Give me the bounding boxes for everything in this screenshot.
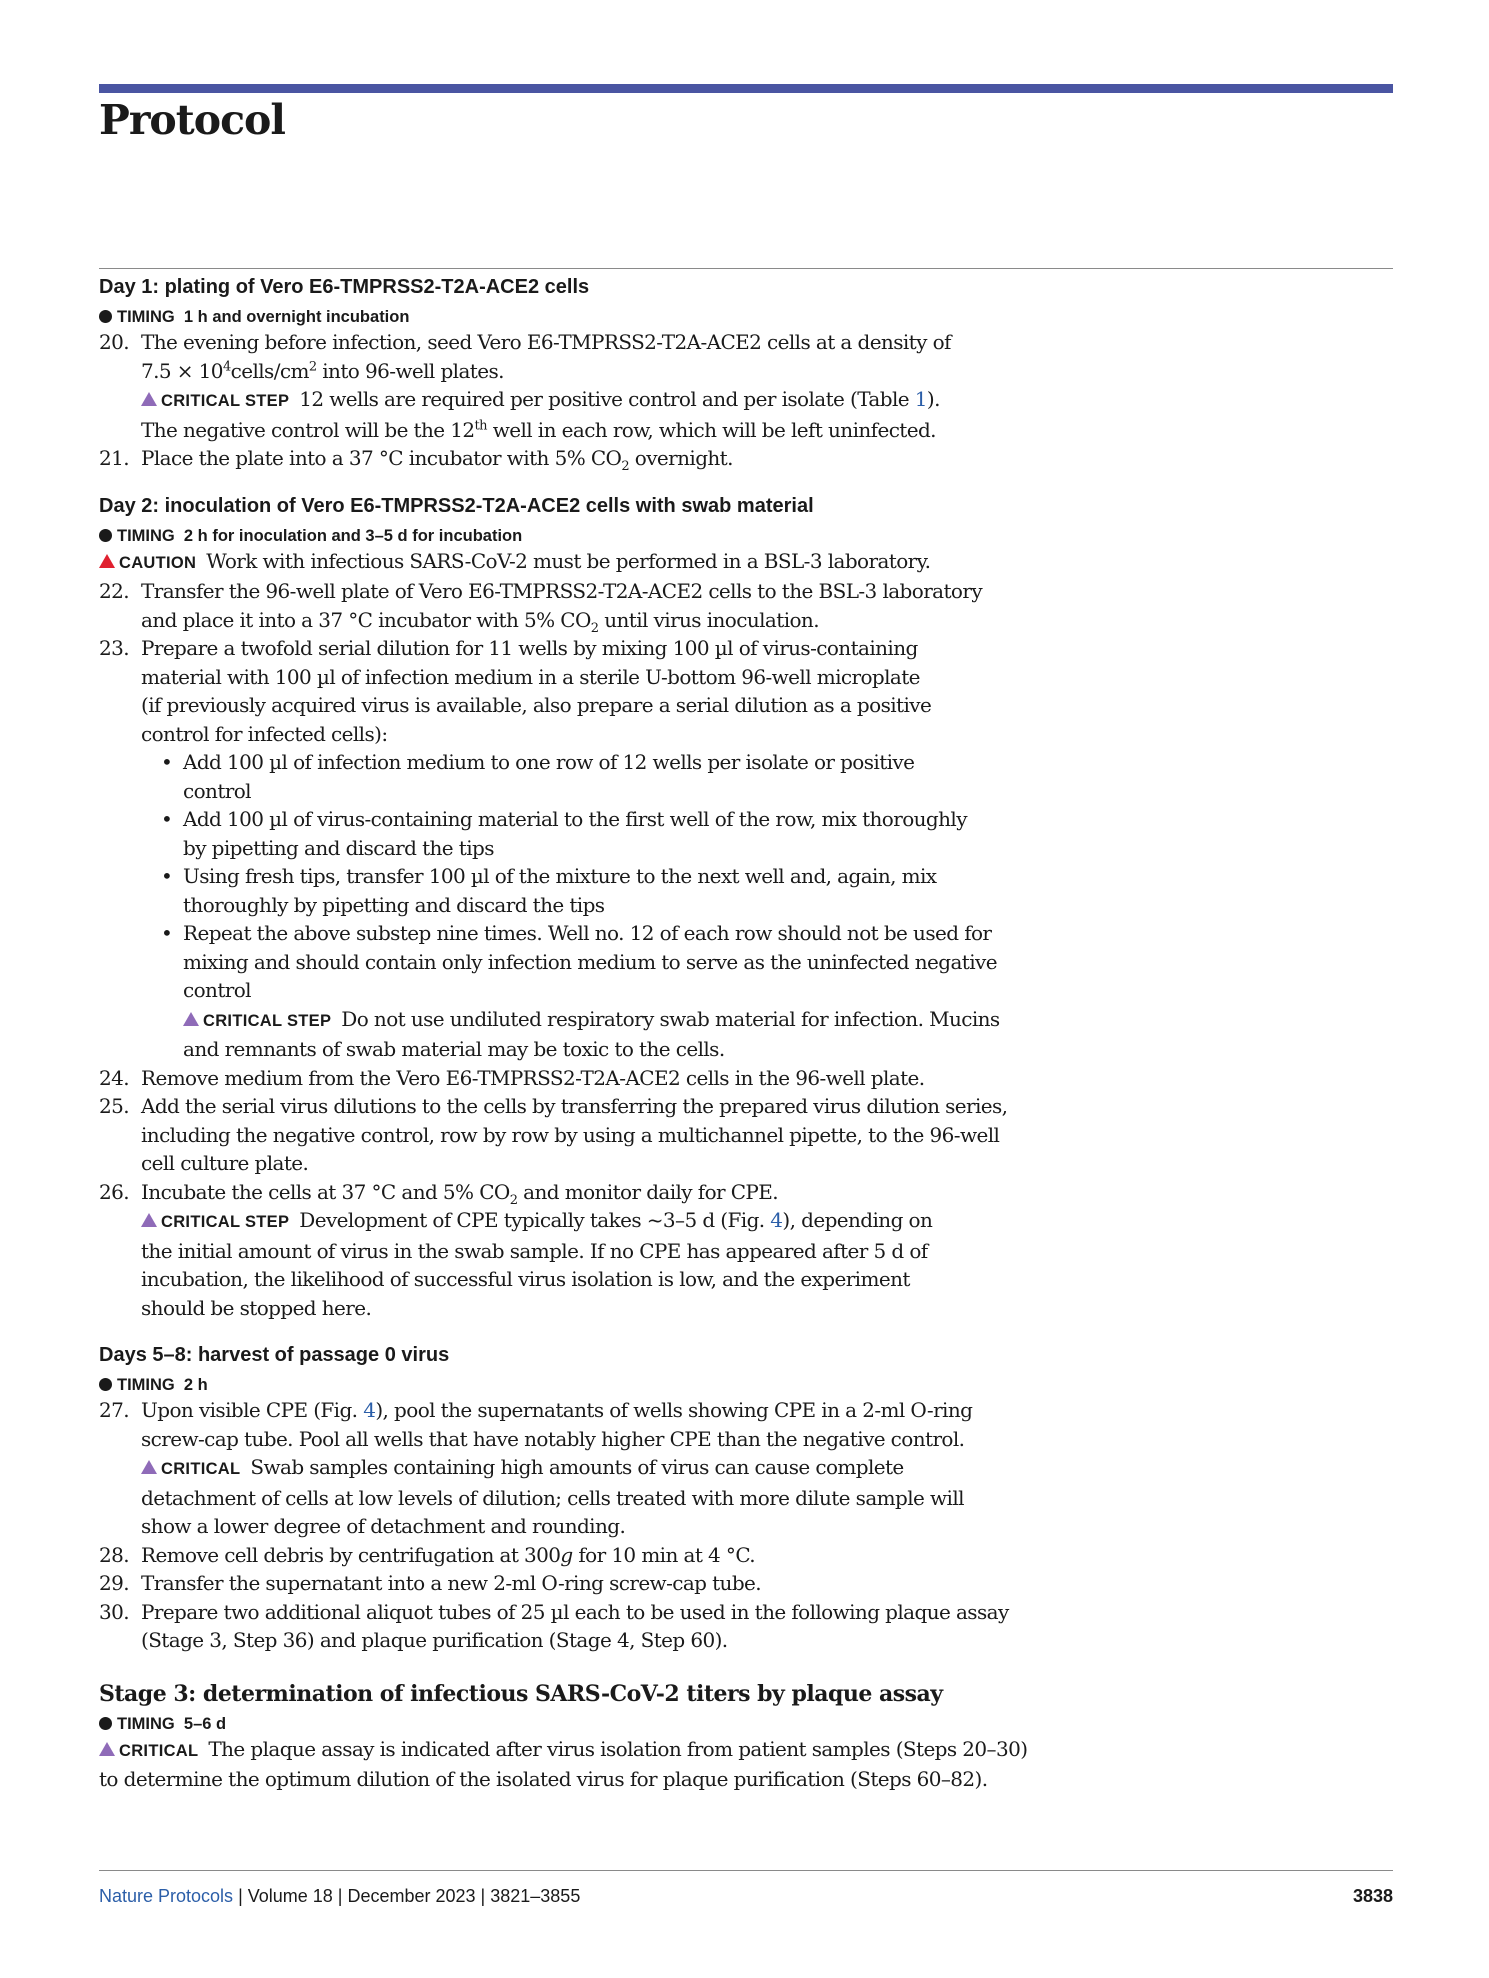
day2-heading: Day 2: inoculation of Vero E6-TMPRSS2-T2A-ACE2 cells with swab material xyxy=(99,494,814,517)
timing-bullet-icon xyxy=(99,310,112,323)
list-item: • Add 100 µl of infection medium to one row of 12 wells per isolate or positive control xyxy=(161,750,915,803)
step-21: 21. Place the plate into a 37 °C incubator with 5% $CO_2$ overnight. xyxy=(99,446,733,474)
day2-timing: TIMING 2 h for inoculation and 3–5 d for incubation xyxy=(99,525,1109,547)
step-28: 28. Remove cell debris by centrifugation at 300g for 10 min at 4 °C. xyxy=(99,1542,756,1567)
timing-bullet-icon xyxy=(99,529,112,542)
step-30: 30. Prepare two additional aliquot tubes of 25 µl each to be used in the following plaque assay (Stage 3, Step 36) and plaque purification (Stage 4, Step 60). xyxy=(99,1599,1009,1652)
critical-triangle-icon xyxy=(183,1012,199,1026)
journal-name[interactable]: Nature Protocols xyxy=(99,1886,234,1906)
critical-triangle-icon xyxy=(141,1460,157,1474)
critical-step-note: CRITICAL STEP Development of CPE typically takes ~3–5 d (Fig. 4), depending on xyxy=(141,1206,1109,1237)
stage3-timing: TIMING 5–6 d xyxy=(99,1713,1109,1735)
figure-4-link[interactable]: 4 xyxy=(363,1398,376,1422)
step-29: 29. Transfer the supernatant into a new 2-ml O-ring screw-cap tube. xyxy=(99,1571,762,1595)
timing-bullet-icon xyxy=(99,1717,112,1730)
step-20: 20. The evening before infection, seed Vero E6-TMPRSS2-T2A-ACE2 cells at a density of $7.5 \times 10^4cells/cm^2$ into 96-well plates. CRITICAL STEP 12 wells are required per positive control and per isolate (Table 1). The negative control will be the 12th well in each row, which will be left uninfected. xyxy=(99,328,1109,444)
header-accent-bar xyxy=(99,84,1393,93)
header-divider xyxy=(99,268,1393,269)
critical-triangle-icon xyxy=(141,1213,157,1227)
critical-triangle-icon xyxy=(99,1742,115,1756)
table-1-link[interactable]: 1 xyxy=(914,387,927,411)
timing-bullet-icon xyxy=(99,1378,112,1391)
critical-step-note: CRITICAL STEP 12 wells are required per positive control and per isolate (Table 1). xyxy=(141,385,1109,416)
day1-heading: Day 1: plating of Vero E6-TMPRSS2-T2A-ACE2 cells xyxy=(99,276,590,298)
citation: | Volume 18 | December 2023 | 3821–3855 xyxy=(233,1886,581,1906)
stage3-heading: Stage 3: determination of infectious SARS-CoV-2 titers by plaque assay xyxy=(99,1680,943,1707)
figure-4-link[interactable]: 4 xyxy=(770,1208,783,1232)
footer-divider xyxy=(99,1870,1393,1871)
protocol-body: Day 1: plating of Vero E6-TMPRSS2-T2A-ACE2 cells TIMING 1 h and overnight incubation 20. The evening before infection, seed Vero E6-TMPRSS2-T2A-ACE2 cells at a density of $7.5 \times 10^4cells/cm^2$ into 96-well plates. CRITICAL STEP 12 wells are required per positive control and per isolate (Table 1). The negative control will be the 12th well in each row, which will be left uninfected. 21. Place the plate into a 37 °C incubator with 5% $CO_2$ overnight. Day 2: inoculation of Vero E6-TMPRSS2-T2A-ACE2 cells with swab material TIMING 2 h for inoculation and 3–5 d for incubation CAUTION Work with infectious SARS-CoV-2 must be performed in a BSL-3 laboratory. 22. Transfer the 96-well plate of Vero E6-TMPRSS2-T2A-ACE2 cells to the BSL-3 laboratory and place it into a 37 °C incubator with 5% $CO_2$ until virus inoculation. 23. Prepare a twofold serial dilution for 11 wells by mixing 100 µl of virus-containing material with 100 µl of infection medium in a sterile U-bottom 96-well microplate (if previously acquired virus is available, also prepare a serial dilution as a positive control for infected cells): • Add 100 µl of infection medium to one row of 12 wells per isolate or positive control • Add 100 µl of virus-containing material to the first well of the row, mix thoroughly by pipetting and discard the tips • Using fresh tips, transfer 100 µl of the mixture to the next well and, again, mix thoroughly by pipetting and discard the tips • Repeat the above substep nine times. Well no. 12 of each row should not be used for mixing and should contain only infection medium to serve as the uninfected negative control CRITICAL STEP Do not use undiluted respiratory swab material for infection. Mucins and remnants of swab material may be toxic to the cells. 24. Remove medium from the Vero E6-TMPRSS2-T2A-ACE2 cells in the 96-well plate. 25. Add the serial virus dilutions to the cells by transferring the prepared virus dilution series, including the negative control, row by row by using a multichannel pipette, to the 96-well cell culture plate. 26. Incubate the cells at 37 °C and 5% $CO_2$ and monitor daily for CPE. CRITICAL STEP Development of CPE typically takes ~3–5 d (Fig. 4), depending on the initial amount of virus in the swab sample. If no CPE has appeared after 5 d of incubation, the likelihood of successful virus isolation is low, and the experiment should be stopped here. Days 5–8: harvest of passage 0 virus TIMING 2 h 27. Upon visible CPE (Fig. 4), pool the supernatants of wells showing CPE in a 2-ml O-ring screw-cap tube. Pool all wells that have notably higher CPE than the negative control. CRITICAL Swab samples containing high amounts of virus can cause complete detachment of cells at low levels of dilution; cells treated with more dilute sample will show a lower degree of detachment and rounding. 28. Remove cell debris by centrifugation at 300g for 10 min at 4 °C. 29. Transfer the supernatant into a new 2-ml O-ring screw-cap tube. 30. Prepare two additional aliquot tubes of 25 µl each to be used in the following plaque assay (Stage 3, Step 36) and plaque purification (Stage 4, Step 60). Stage 3: determination of infectious SARS-CoV-2 titers by plaque assay TIMING 5–6 d CRITICAL The plaque assay is indicated after virus isolation from patient samples (Steps 20–30) to determine the optimum dilution of the isolated virus for plaque purification (Steps 60–82). xyxy=(99,274,1109,1794)
list-item: • Add 100 µl of virus-containing material to the first well of the row, mix thoroughly by pipetting and discard the tips xyxy=(161,807,967,860)
caution-triangle-icon xyxy=(99,554,115,568)
days5-8-heading: Days 5–8: harvest of passage 0 virus xyxy=(99,1344,450,1366)
footer xyxy=(99,1886,1393,1907)
step-25: 25. Add the serial virus dilutions to the cells by transferring the prepared virus dilution series, including the negative control, row by row by using a multichannel pipette, to the 96-well cell culture plate. xyxy=(99,1094,1008,1175)
step-27: 27. Upon visible CPE (Fig. 4), pool the supernatants of wells showing CPE in a 2-ml O-ring screw-cap tube. Pool all wells that have notably higher CPE than the negative control. CRITICAL Swab samples containing high amounts of virus can cause complete detachment of cells at low levels of dilution; cells treated with more dilute sample will show a lower degree of detachment and rounding. xyxy=(99,1396,1109,1541)
critical-note: CRITICAL The plaque assay is indicated after virus isolation from patient samples (Steps 20–30) xyxy=(99,1735,1109,1766)
days5-8-timing: TIMING 2 h xyxy=(99,1374,1109,1396)
caution-note: CAUTION Work with infectious SARS-CoV-2 must be performed in a BSL-3 laboratory. xyxy=(99,547,1109,578)
step-26: 26. Incubate the cells at 37 °C and 5% $CO_2$ and monitor daily for CPE. CRITICAL STEP Development of CPE typically takes ~3–5 d (Fig. 4), depending on the initial amount of virus in the swab sample. If no CPE has appeared after 5 d of incubation, the likelihood of successful virus isolation is low, and the experiment should be stopped here. xyxy=(99,1178,1109,1323)
step-23: 23. Prepare a twofold serial dilution for 11 wells by mixing 100 µl of virus-containing material with 100 µl of infection medium in a sterile U-bottom 96-well microplate (if previously acquired virus is available, also prepare a serial dilution as a positive control for infected cells): xyxy=(99,636,932,746)
page-title: Protocol xyxy=(99,96,285,144)
critical-step-note: CRITICAL STEP Do not use undiluted respiratory swab material for infection. Mucins xyxy=(183,1005,1109,1036)
page-number: 3838 xyxy=(1352,1886,1393,1906)
day1-timing: TIMING 1 h and overnight incubation xyxy=(99,306,1109,328)
step-24: 24. Remove medium from the Vero E6-TMPRSS2-T2A-ACE2 cells in the 96-well plate. xyxy=(99,1065,925,1090)
step-22: 22. Transfer the 96-well plate of Vero E6-TMPRSS2-T2A-ACE2 cells to the BSL-3 laboratory and place it into a 37 °C incubator with 5% $CO_2$ until virus inoculation. xyxy=(99,579,983,636)
list-item: • Repeat the above substep nine times. Well no. 12 of each row should not be used for mixing and should contain only infection medium to serve as the uninfected negative control CRITICAL STEP Do not use undiluted respiratory swab material for infection. Mucins and remnants of swab material may be toxic to the cells. xyxy=(141,919,1109,1064)
list-item: • Using fresh tips, transfer 100 µl of the mixture to the next well and, again, mix thoroughly by pipetting and discard the tips xyxy=(161,864,937,917)
critical-triangle-icon xyxy=(141,392,157,406)
critical-note: CRITICAL Swab samples containing high amounts of virus can cause complete xyxy=(141,1453,1109,1484)
step-23-substeps xyxy=(99,748,1109,1064)
